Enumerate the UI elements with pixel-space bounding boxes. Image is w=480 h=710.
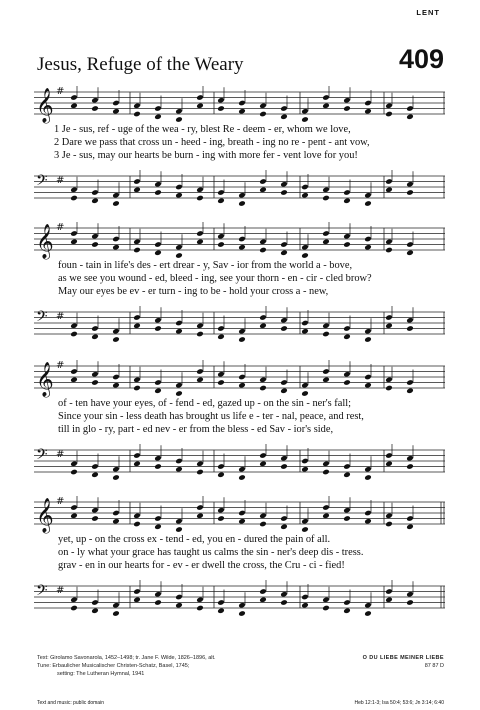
note-head	[91, 333, 99, 340]
note-head	[91, 607, 99, 614]
note-head	[112, 382, 120, 389]
note-head	[133, 186, 141, 193]
bass-staff	[34, 306, 445, 344]
lyric-line: till in glo - ry, part - ed nev - er from the bless - ed Sav - ior's side,	[58, 424, 334, 435]
note-head	[133, 460, 141, 467]
note-head	[259, 111, 267, 118]
note-head	[133, 111, 141, 118]
season-label: LENT	[416, 8, 440, 17]
note-head	[259, 460, 267, 467]
note-head	[364, 244, 372, 251]
note-head	[133, 521, 141, 528]
note-head	[133, 385, 141, 392]
note-head	[154, 113, 162, 120]
note-head	[175, 252, 183, 259]
note-head	[322, 605, 330, 612]
note-head	[238, 200, 246, 207]
bass-clef-icon: 𝄢	[36, 172, 48, 194]
note-head	[91, 379, 99, 386]
lyrics-block	[34, 533, 445, 572]
note-head	[280, 599, 288, 606]
note-head	[91, 105, 99, 112]
note-head	[364, 474, 372, 481]
lyric-line: grav - en in our hearts for - ev - er dwell the cross, the Cru - ci - fied!	[58, 560, 345, 571]
note-head	[196, 512, 204, 519]
note-head	[280, 523, 288, 530]
note-head	[301, 526, 309, 533]
note-head	[175, 602, 183, 609]
note-head	[364, 382, 372, 389]
bass-clef-icon: 𝄢	[36, 582, 48, 604]
note-head	[196, 469, 204, 476]
note-head	[217, 333, 225, 340]
note-head	[385, 521, 393, 528]
note-head	[343, 197, 351, 204]
treble-clef-icon: 𝄞	[36, 362, 54, 398]
note-head	[280, 189, 288, 196]
note-head	[364, 610, 372, 617]
note-head	[91, 197, 99, 204]
tune-name: O DU LIEBE MEINER LIEBE	[362, 655, 444, 661]
note-head	[406, 523, 414, 530]
note-head	[154, 599, 162, 606]
note-head	[406, 463, 414, 470]
note-head	[406, 325, 414, 332]
note-head	[301, 192, 309, 199]
note-head	[322, 469, 330, 476]
note-head	[238, 518, 246, 525]
note-head	[217, 105, 225, 112]
hymn-number: 409	[398, 44, 444, 74]
note-head	[406, 189, 414, 196]
note-head	[91, 515, 99, 522]
note-head	[154, 387, 162, 394]
note-head	[175, 390, 183, 397]
sharp-icon: #	[56, 86, 65, 98]
note-head	[301, 116, 309, 123]
lyric-line: Since your sin - less death has brought us life e - ter - nal, peace, and rest,	[58, 411, 364, 422]
meter: 87 87 D	[424, 663, 444, 669]
treble-clef-icon: 𝄞	[36, 88, 54, 124]
note-head	[175, 116, 183, 123]
treble-clef-icon: 𝄞	[36, 224, 54, 260]
note-head	[301, 328, 309, 335]
note-head	[259, 521, 267, 528]
note-head	[217, 197, 225, 204]
note-head	[196, 605, 204, 612]
note-head	[343, 607, 351, 614]
note-head	[133, 322, 141, 329]
note-head	[70, 102, 78, 109]
note-head	[322, 376, 330, 383]
note-head	[259, 247, 267, 254]
treble-staff	[34, 496, 445, 534]
note-head	[364, 200, 372, 207]
sharp-icon: #	[56, 222, 65, 234]
note-head	[217, 607, 225, 614]
note-head	[196, 376, 204, 383]
note-head	[196, 102, 204, 109]
note-head	[175, 466, 183, 473]
note-head	[301, 252, 309, 259]
sharp-icon: #	[56, 175, 65, 187]
note-head	[280, 463, 288, 470]
copyright: Text and music: public domain	[37, 700, 104, 706]
note-head	[259, 596, 267, 603]
note-head	[322, 238, 330, 245]
note-head	[406, 113, 414, 120]
note-head	[112, 336, 120, 343]
note-head	[343, 333, 351, 340]
note-head	[70, 469, 78, 476]
lyric-line: on - ly what your grace has taught us calms the sin - ner's deep dis - tress.	[58, 547, 364, 558]
bass-clef-icon: 𝄢	[36, 446, 48, 468]
note-head	[385, 111, 393, 118]
treble-staff	[34, 360, 445, 398]
note-head	[70, 331, 78, 338]
note-head	[238, 610, 246, 617]
note-head	[154, 463, 162, 470]
note-head	[343, 515, 351, 522]
note-head	[175, 328, 183, 335]
note-head	[385, 596, 393, 603]
note-head	[385, 247, 393, 254]
note-head	[217, 241, 225, 248]
note-head	[112, 244, 120, 251]
lyrics-block	[34, 259, 445, 298]
note-head	[196, 331, 204, 338]
treble-staff	[34, 222, 445, 260]
note-head	[343, 241, 351, 248]
note-head	[238, 244, 246, 251]
lyric-line: of - ten have your eyes, of - fend - ed, gazed up - on the sin - ner's fall;	[58, 398, 351, 409]
bass-staff	[34, 170, 445, 208]
scripture-refs: Heb 12:1-3; Isa 50:4; 53:6; Jn 3:14; 6:40	[354, 700, 444, 706]
lyric-line: May our eyes be ev - er turn - ing to be - hold your cross a - new,	[58, 286, 329, 297]
note-head	[406, 387, 414, 394]
note-head	[238, 382, 246, 389]
lyric-line: 2 Dare we pass that cross un - heed - ing, breath - ing no re - pent - ant vow,	[54, 137, 370, 148]
sharp-icon: #	[56, 311, 65, 323]
note-head	[322, 195, 330, 202]
note-head	[364, 518, 372, 525]
note-head	[112, 474, 120, 481]
note-head	[238, 336, 246, 343]
note-head	[196, 238, 204, 245]
sharp-icon: #	[56, 360, 65, 372]
note-head	[385, 385, 393, 392]
note-head	[154, 523, 162, 530]
lyric-line: yet, up - on the cross ex - tend - ed, you en - dured the pain of all.	[58, 534, 331, 545]
note-head	[217, 379, 225, 386]
lyric-line: as we see you wound - ed, bleed - ing, see your thorn - en - cir - cled brow?	[58, 273, 372, 284]
credits	[37, 654, 297, 678]
note-head	[406, 249, 414, 256]
note-head	[385, 186, 393, 193]
lyrics-block	[34, 123, 445, 162]
note-head	[322, 512, 330, 519]
note-head	[154, 189, 162, 196]
note-head	[175, 192, 183, 199]
note-head	[280, 249, 288, 256]
note-head	[154, 325, 162, 332]
note-head	[70, 238, 78, 245]
bass-staff	[34, 580, 445, 618]
note-head	[154, 249, 162, 256]
hymn-title: Jesus, Refuge of the Weary	[37, 54, 244, 75]
note-head	[196, 195, 204, 202]
note-head	[91, 471, 99, 478]
note-head	[406, 599, 414, 606]
note-head	[280, 113, 288, 120]
text-credit: Text: Girolamo Savonarola, 1452–1498; tr. Jane F. Wilde, 1826–1896, alt.	[37, 655, 216, 661]
bass-staff	[34, 444, 445, 482]
note-head	[133, 596, 141, 603]
sharp-icon: #	[56, 496, 65, 508]
note-head	[343, 379, 351, 386]
tune-credit: Tune: Erbaulicher Musicalischer Christen-Schatz, Basel, 1745;	[37, 663, 190, 669]
note-head	[259, 385, 267, 392]
note-head	[343, 105, 351, 112]
note-head	[112, 108, 120, 115]
note-head	[112, 518, 120, 525]
note-head	[343, 471, 351, 478]
bass-clef-icon: 𝄢	[36, 308, 48, 330]
treble-staff	[34, 86, 445, 124]
note-head	[175, 526, 183, 533]
note-head	[259, 186, 267, 193]
note-head	[70, 512, 78, 519]
note-head	[70, 195, 78, 202]
note-head	[259, 322, 267, 329]
note-head	[112, 200, 120, 207]
note-head	[322, 331, 330, 338]
note-head	[301, 390, 309, 397]
note-head	[364, 108, 372, 115]
setting-credit: setting: The Lutheran Hymnal, 1941	[57, 671, 145, 677]
note-head	[280, 325, 288, 332]
note-head	[217, 471, 225, 478]
note-head	[112, 610, 120, 617]
note-head	[364, 336, 372, 343]
note-head	[385, 460, 393, 467]
note-head	[322, 102, 330, 109]
tune-info	[363, 654, 444, 670]
note-head	[301, 466, 309, 473]
note-head	[70, 605, 78, 612]
note-head	[385, 322, 393, 329]
note-head	[280, 387, 288, 394]
lyric-line: 3 Je - sus, may our hearts be burn - ing with more fer - vent love for you!	[54, 150, 358, 161]
note-head	[133, 247, 141, 254]
lyrics-block	[34, 397, 445, 436]
treble-clef-icon: 𝄞	[36, 498, 54, 534]
note-head	[238, 474, 246, 481]
sharp-icon: #	[56, 585, 65, 597]
note-head	[70, 376, 78, 383]
note-head	[238, 108, 246, 115]
lyric-line: foun - tain in life's des - ert drear - y, Sav - ior from the world a - bove,	[58, 260, 353, 271]
lyric-line: 1 Je - sus, ref - uge of the wea - ry, blest Re - deem - er, whom we love,	[54, 124, 351, 135]
note-head	[217, 515, 225, 522]
note-head	[91, 241, 99, 248]
sharp-icon: #	[56, 449, 65, 461]
note-head	[301, 602, 309, 609]
